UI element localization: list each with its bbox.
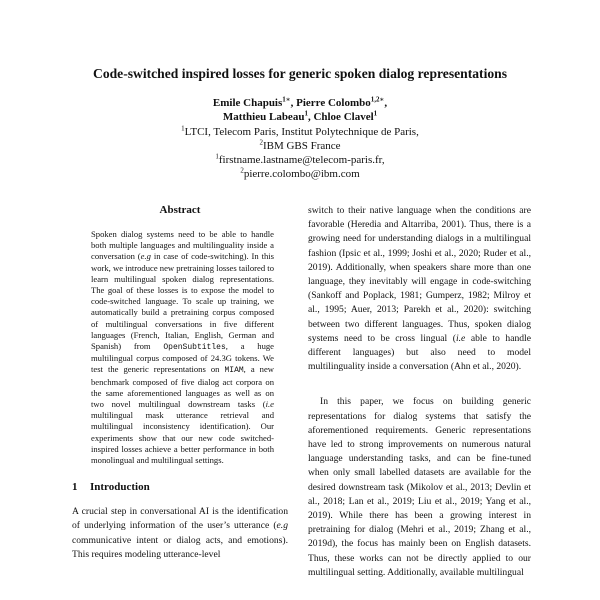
benchmark-name: MIAM — [224, 366, 244, 376]
paragraph-1 — [308, 204, 531, 374]
paragraph-2: In this paper, we focus on building generic representations for dialog systems that satisfy the aforementioned requirements. Generic representations have led to strong improvements on numerous natural language understanding tasks, and can be fine-tuned when only small labelled datasets are available for the desired downstream task (Mikolov et al., 2013; Devlin et al., 2018; Lan et al., 2019; Liu et al., 2019; Yang et al., 2019). While there has been a growing interest in pretraining for dialog (Mehri et al., 2019; Zhang et al., 2019d), the focus has mainly been on English datasets. Thus, these works can not be directly applied to our multilingual setting. Additionally, available multilingual — [308, 396, 531, 578]
email-text: pierre.colombo@ibm.com — [243, 168, 360, 181]
abstract-text: , a huge multilingual corpus composed of 24.3G tokens. We test the generic representations on — [91, 341, 274, 375]
affiliation-mark: 2 — [259, 138, 263, 147]
body-text: able to handle different languages) but also need to model multilinguality inside a conversation (Ahn et al., 2020). — [308, 332, 531, 373]
abstract-heading: Abstract — [159, 204, 201, 216]
email-1 — [0, 153, 600, 167]
abstract-body — [91, 229, 274, 466]
left-column — [72, 204, 288, 562]
author-affiliation-mark: 1 — [373, 109, 378, 118]
author-name: , Chloe Clavel — [307, 111, 374, 124]
affiliation-mark: 1 — [181, 123, 185, 132]
author-line-2 — [0, 110, 600, 124]
body-text: switch to their native language when the conditions are favorable (Heredia and Altarriba, 2001). Thus, there is a growing need for understanding dialogs in a multilingual fashion (Ipsic et al., 1999; Joshi et al., 2020; Ruder et al., 2019). Additionally, when speakers share more than one language, they inevitably will engage in code-switching (Sankoff and Poplack, 1981; Gumperz, 1982; Milroy et al., 1995; Auer, 2013; Parekh et al., 2020): switching between two different languages. Thus, spoken dialog systems need to be cross lingual ( — [308, 205, 531, 344]
affiliation-1 — [0, 125, 600, 139]
author-line-1 — [0, 96, 600, 110]
affiliation-text: LTCI, Telecom Paris, Institut Polytechnique de Paris, — [184, 125, 419, 138]
abstract-text: multilingual mask utterance retrieval and multilingual inconsistency identification). Our experiments show that our new code switched-inspired losses achieve a better performance in both monolingual and multilingual settings. — [91, 410, 274, 466]
body-text: communicative intent or dialog acts, and emotions). This requires modeling utterance-level — [72, 534, 288, 560]
dataset-name: OpenSubtitles — [163, 343, 226, 353]
section-heading-introduction — [72, 481, 288, 493]
abstract-text: , a new benchmark composed of five dialog act corpora on the same aforementioned languages as well as on two novel multilingual downstream tasks ( — [91, 364, 275, 410]
right-column — [308, 204, 531, 594]
abstract-text: in case of code-switching). In this work, we introduce new pretraining losses tailored to learn multilingual spoken dialog representations. The goal of these losses is to expose the model to code-switched language. To scale up training, we automatically build a pretraining corpus composed of multilingual conversations in five different languages (French, Italian, English, German and Spanish) from — [91, 251, 275, 352]
affiliation-text: IBM GBS France — [262, 139, 341, 152]
email-mark: 2 — [240, 166, 244, 175]
body-italic: e.g — [276, 520, 288, 532]
author-affiliation-mark: 1∗ — [282, 95, 291, 104]
section-title: Introduction — [90, 481, 150, 494]
intro-paragraph — [72, 505, 288, 562]
author-name: Emile Chapuis — [212, 97, 283, 109]
body-text: A crucial step in conversational AI is the identification of underlying information of the user’s utterance ( — [72, 506, 288, 532]
author-affiliation-mark: 1 — [304, 109, 308, 118]
affiliation-2 — [0, 139, 600, 153]
email-text: firstname.lastname@telecom-paris.fr, — [218, 154, 385, 167]
author-affiliation-mark: 1,2∗ — [370, 95, 385, 104]
author-block — [0, 96, 600, 182]
body-italic: i.e — [455, 332, 466, 344]
abstract-text: Spoken dialog systems need to be able to handle both multiple languages and multilinguality inside a conversation ( — [91, 229, 274, 262]
email-mark: 1 — [215, 152, 219, 161]
abstract-italic: e.g — [140, 251, 151, 262]
abstract-italic: i.e — [265, 399, 274, 410]
author-name: Matthieu Labeau — [222, 111, 305, 124]
author-name: , Pierre Colombo — [290, 97, 371, 109]
email-2 — [0, 167, 600, 181]
section-number: 1 — [72, 481, 78, 494]
paper-title: Code-switched inspired losses for generic spoken dialog representations — [93, 66, 507, 81]
author-separator: , — [384, 97, 388, 109]
